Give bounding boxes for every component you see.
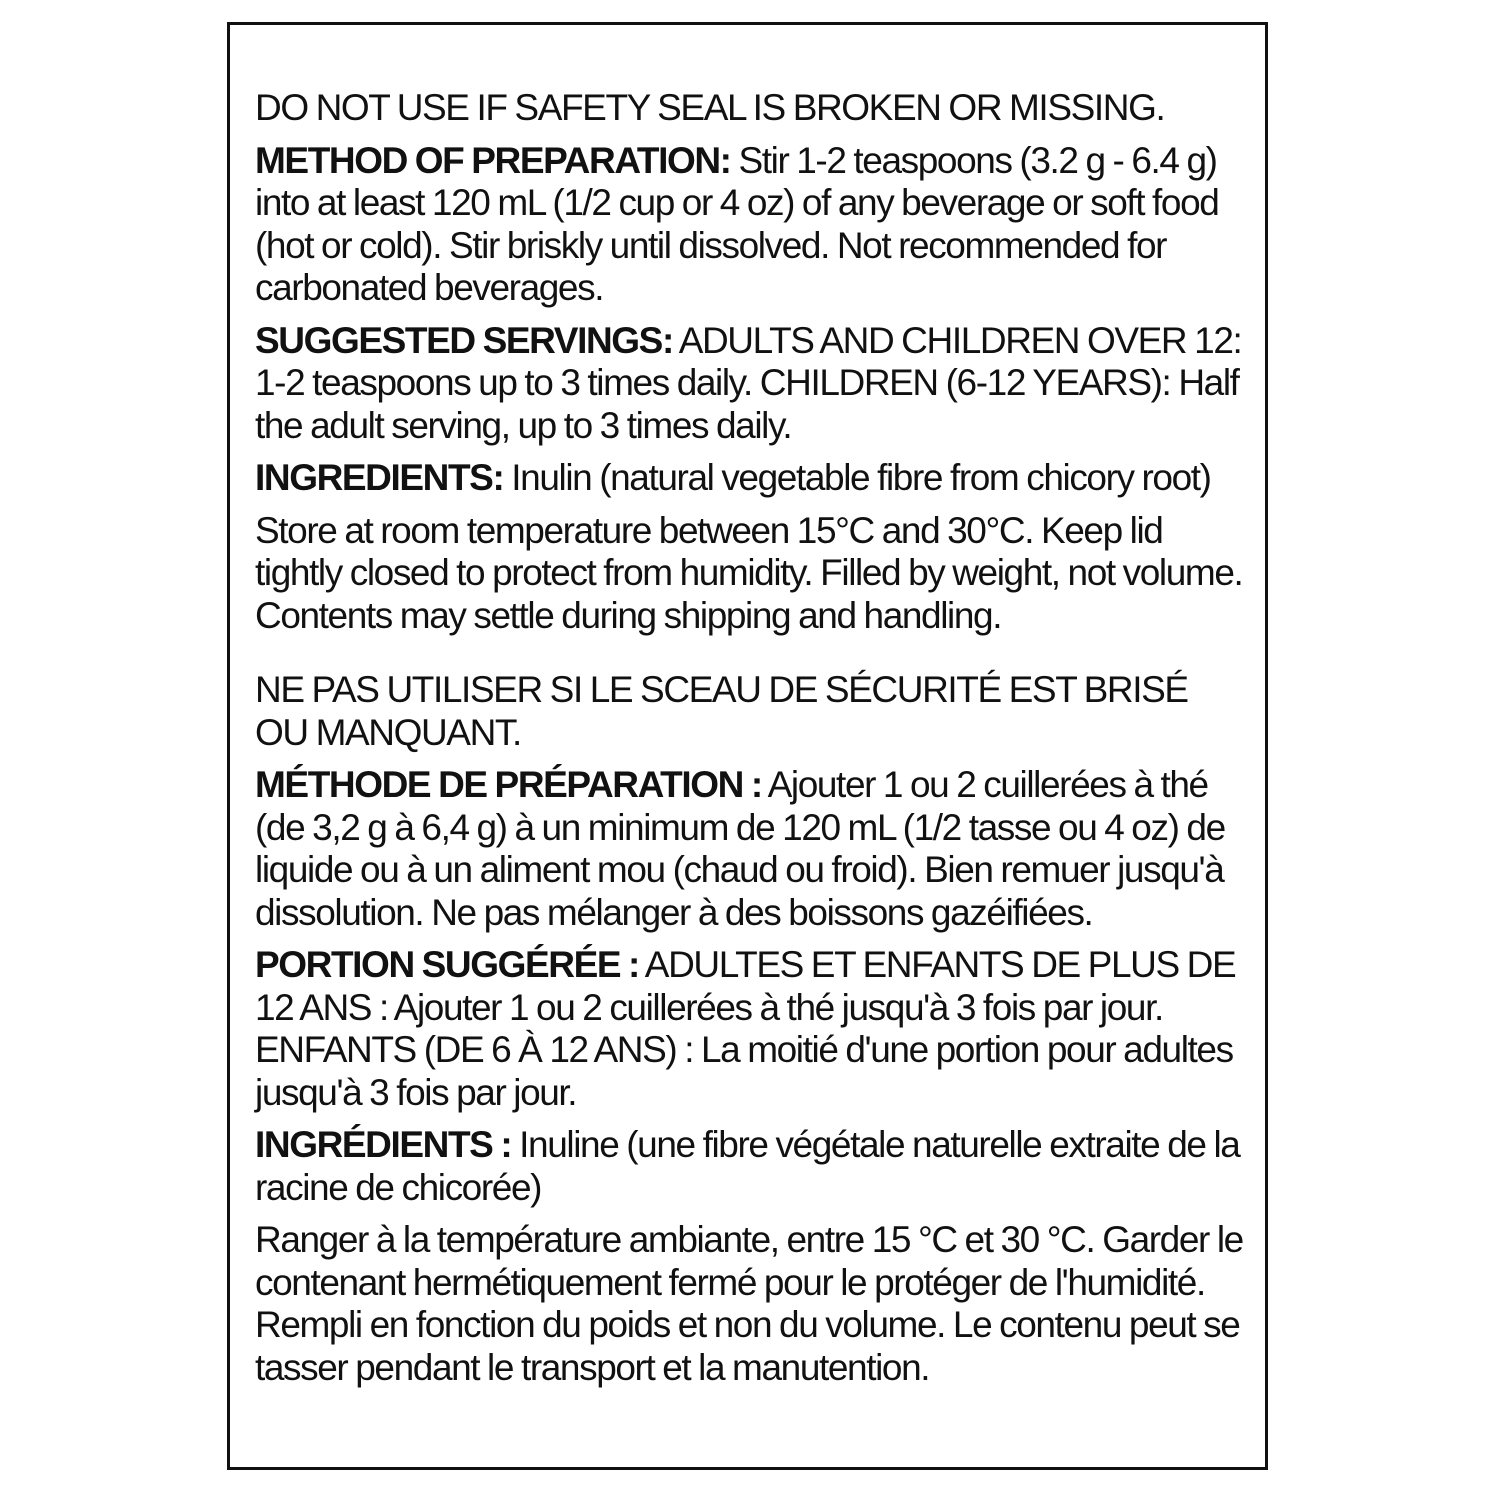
suggested-servings-en [255,320,1247,448]
suggested-servings-text-fr: ADULTES ET ENFANTS DE PLUS DE 12 ANS : Ajouter 1 ou 2 cuillerées à thé jusqu'à 3 fois par jour. ENFANTS (DE 6 À 12 ANS) : La moitié d'une portion pour adultes jusqu'à 3 fois par jour. [255,944,1236,1113]
safety-warning-en: DO NOT USE IF SAFETY SEAL IS BROKEN OR MISSING. [255,87,1165,128]
preparation-method-text-en: Stir 1-2 teaspoons (3.2 g - 6.4 g) into at least 120 mL (1/2 cup or 4 oz) of any beverage or soft food (hot or cold). Stir briskly until dissolved. Not recommended for carbonated beverages. [255,139,1219,308]
preparation-method-heading-en: METHOD OF PREPARATION: [255,139,731,181]
suggested-servings-heading-fr: PORTION SUGGÉRÉE : [255,944,639,985]
preparation-method-text-fr: Ajouter 1 ou 2 cuillerées à thé (de 3,2 g à 6,4 g) à un minimum de 120 mL (1/2 tasse ou 4 oz) de liquide ou à un aliment mou (chaud ou froid). Bien remuer jusqu'à dissolution. Ne pas mélanger à des boissons gazéifiées. [255,764,1225,933]
ingredients-en [255,457,1247,500]
suggested-servings-text-en: ADULTS AND CHILDREN OVER 12: 1-2 teaspoons up to 3 times daily. CHILDREN (6-12 YEARS): Half the adult serving, up to 3 times daily. [255,319,1242,446]
ingredients-text-fr: Inuline (une fibre végétale naturelle extraite de la racine de chicorée) [255,1124,1240,1208]
ingredients-heading-en: INGREDIENTS: [255,457,504,498]
storage-instructions-en: Store at room temperature between 15°C and 30°C. Keep lid tightly closed to protect from humidity. Filled by weight, not volume. Contents may settle during shipping and handling. [255,509,1243,636]
ingredients-heading-fr: INGRÉDIENTS : [255,1124,512,1165]
ingredients-fr [255,1124,1247,1209]
storage-instructions-fr: Ranger à la température ambiante, entre 15 °C et 30 °C. Garder le contenant hermétiquement fermé pour le protéger de l'humidité. Rempli en fonction du poids et non du volume. Le contenu peut se tasser pendant le transport et la manutention. [255,1219,1243,1388]
preparation-method-heading-fr: MÉTHODE DE PRÉPARATION : [255,764,762,805]
product-label-panel [227,22,1268,1470]
safety-warning-fr: NE PAS UTILISER SI LE SCEAU DE SÉCURITÉ EST BRISÉ OU MANQUANT. [255,669,1188,753]
preparation-method-fr [255,764,1247,934]
preparation-method-en [255,140,1247,310]
suggested-servings-heading-en: SUGGESTED SERVINGS: [255,319,673,361]
suggested-servings-fr [255,944,1247,1114]
ingredients-text-en: Inulin (natural vegetable fibre from chicory root) [503,457,1211,498]
